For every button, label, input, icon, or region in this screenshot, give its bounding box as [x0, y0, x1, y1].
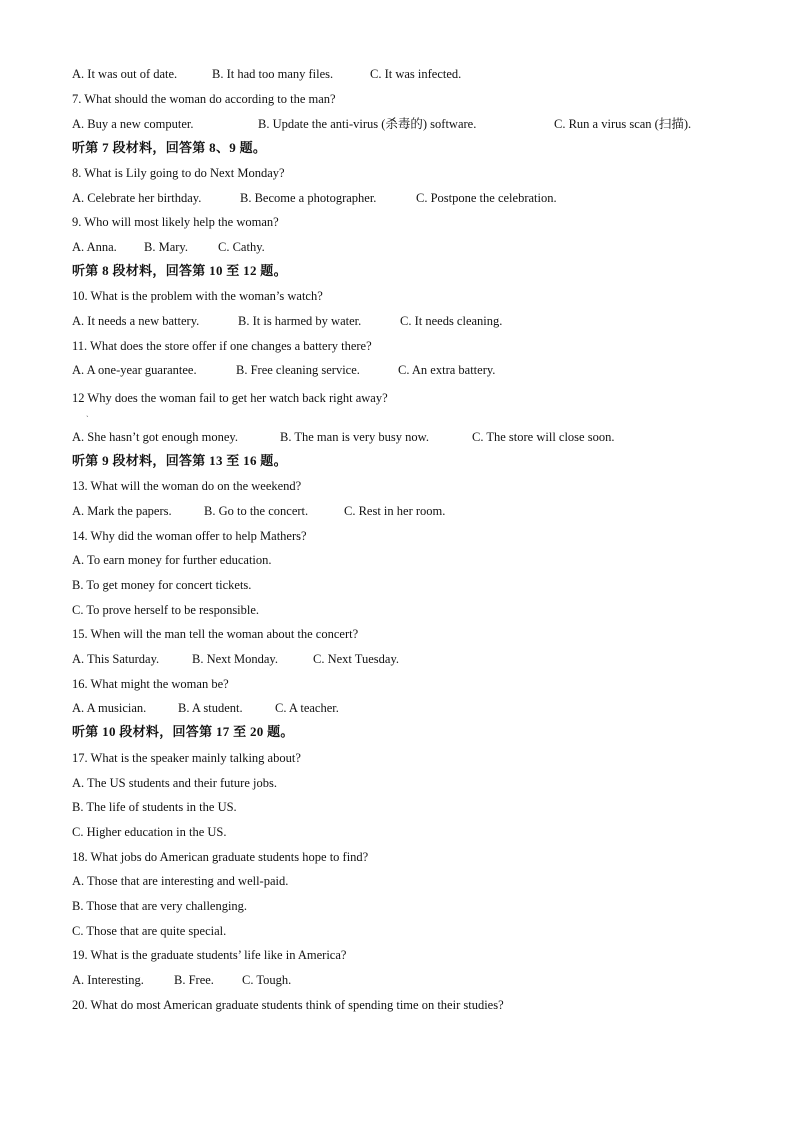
question-10: 10. What is the problem with the woman’s watch? — [72, 289, 323, 303]
option: A. A musician. — [72, 701, 147, 715]
option: B. Become a photographer. — [240, 191, 377, 205]
q15-options — [72, 651, 399, 667]
question-20: 20. What do most American graduate students think of spending time on their studies? — [72, 998, 504, 1012]
option: A. It needs a new battery. — [72, 314, 200, 328]
option: B. A student. — [178, 701, 243, 715]
question-7: 7. What should the woman do according to the man? — [72, 92, 336, 106]
q10-options — [72, 313, 502, 329]
option: B. It is harmed by water. — [238, 314, 362, 328]
section-heading-8: 听第 8 段材料，回答第 10 至 12 题。 — [72, 263, 287, 278]
option: B. The man is very busy now. — [280, 430, 429, 444]
option: B. It had too many files. — [212, 67, 334, 81]
option: A. It was out of date. — [72, 67, 178, 81]
option: A. Interesting. — [72, 973, 144, 987]
option: A. A one-year guarantee. — [72, 363, 197, 377]
q7-options — [72, 116, 691, 132]
question-16: 16. What might the woman be? — [72, 677, 229, 691]
question-19: 19. What is the graduate students’ life like in America? — [72, 948, 347, 962]
q18-option-b: B. Those that are very challenging. — [72, 899, 248, 913]
q17-option-b: B. The life of students in the US. — [72, 800, 237, 814]
option: A. This Saturday. — [72, 652, 160, 666]
option: C. Postpone the celebration. — [416, 191, 557, 205]
option: C. Run a virus scan (扫描). — [554, 117, 692, 131]
q18-option-c: C. Those that are quite special. — [72, 924, 227, 938]
question-15: 15. When will the man tell the woman about the concert? — [72, 627, 359, 641]
q16-options — [72, 700, 339, 716]
option: A. Celebrate her birthday. — [72, 191, 202, 205]
q19-options — [72, 972, 291, 988]
option: B. Update the anti-virus (杀毒的) software. — [258, 117, 477, 131]
question-13: 13. What will the woman do on the weekend? — [72, 479, 302, 493]
question-9: 9. Who will most likely help the woman? — [72, 215, 279, 229]
option: A. Buy a new computer. — [72, 117, 194, 131]
option: C. A teacher. — [275, 701, 339, 715]
q14-option-b: B. To get money for concert tickets. — [72, 578, 252, 592]
option: C. The store will close soon. — [472, 430, 615, 444]
section-heading-10: 听第 10 段材料，回答第 17 至 20 题。 — [72, 724, 294, 739]
q13-options — [72, 503, 445, 519]
option: A. Anna. — [72, 240, 117, 254]
q18-option-a: A. Those that are interesting and well-paid. — [72, 874, 289, 888]
question-12: 12 Why does the woman fail to get her watch back right away? — [72, 391, 388, 405]
q6-options — [72, 66, 461, 82]
q17-option-a: A. The US students and their future jobs. — [72, 776, 277, 790]
option: B. Go to the concert. — [204, 504, 309, 518]
stray-mark: ˎ — [86, 408, 89, 417]
q9-options — [72, 239, 265, 255]
question-11: 11. What does the store offer if one changes a battery there? — [72, 339, 372, 353]
q11-options — [72, 362, 495, 378]
option: C. It needs cleaning. — [400, 314, 503, 328]
q17-option-c: C. Higher education in the US. — [72, 825, 227, 839]
option: C. Cathy. — [218, 240, 265, 254]
option: C. Rest in her room. — [344, 504, 446, 518]
q12-options — [72, 429, 614, 445]
option: C. Tough. — [242, 973, 292, 987]
option: B. Free cleaning service. — [236, 363, 360, 377]
question-17: 17. What is the speaker mainly talking about? — [72, 751, 301, 765]
option: B. Free. — [174, 973, 214, 987]
question-18: 18. What jobs do American graduate students hope to find? — [72, 850, 369, 864]
option: B. Next Monday. — [192, 652, 278, 666]
q14-option-c: C. To prove herself to be responsible. — [72, 603, 260, 617]
question-8: 8. What is Lily going to do Next Monday? — [72, 166, 285, 180]
option: C. An extra battery. — [398, 363, 496, 377]
option: C. Next Tuesday. — [313, 652, 400, 666]
option: B. Mary. — [144, 240, 188, 254]
question-14: 14. Why did the woman offer to help Mathers? — [72, 529, 307, 543]
option: C. It was infected. — [370, 67, 462, 81]
section-heading-9: 听第 9 段材料，回答第 13 至 16 题。 — [72, 453, 287, 468]
option: A. Mark the papers. — [72, 504, 172, 518]
section-heading-7: 听第 7 段材料，回答第 8、9 题。 — [72, 140, 267, 155]
q14-option-a: A. To earn money for further education. — [72, 553, 272, 567]
q8-options — [72, 190, 557, 206]
option: A. She hasn’t got enough money. — [72, 430, 238, 444]
